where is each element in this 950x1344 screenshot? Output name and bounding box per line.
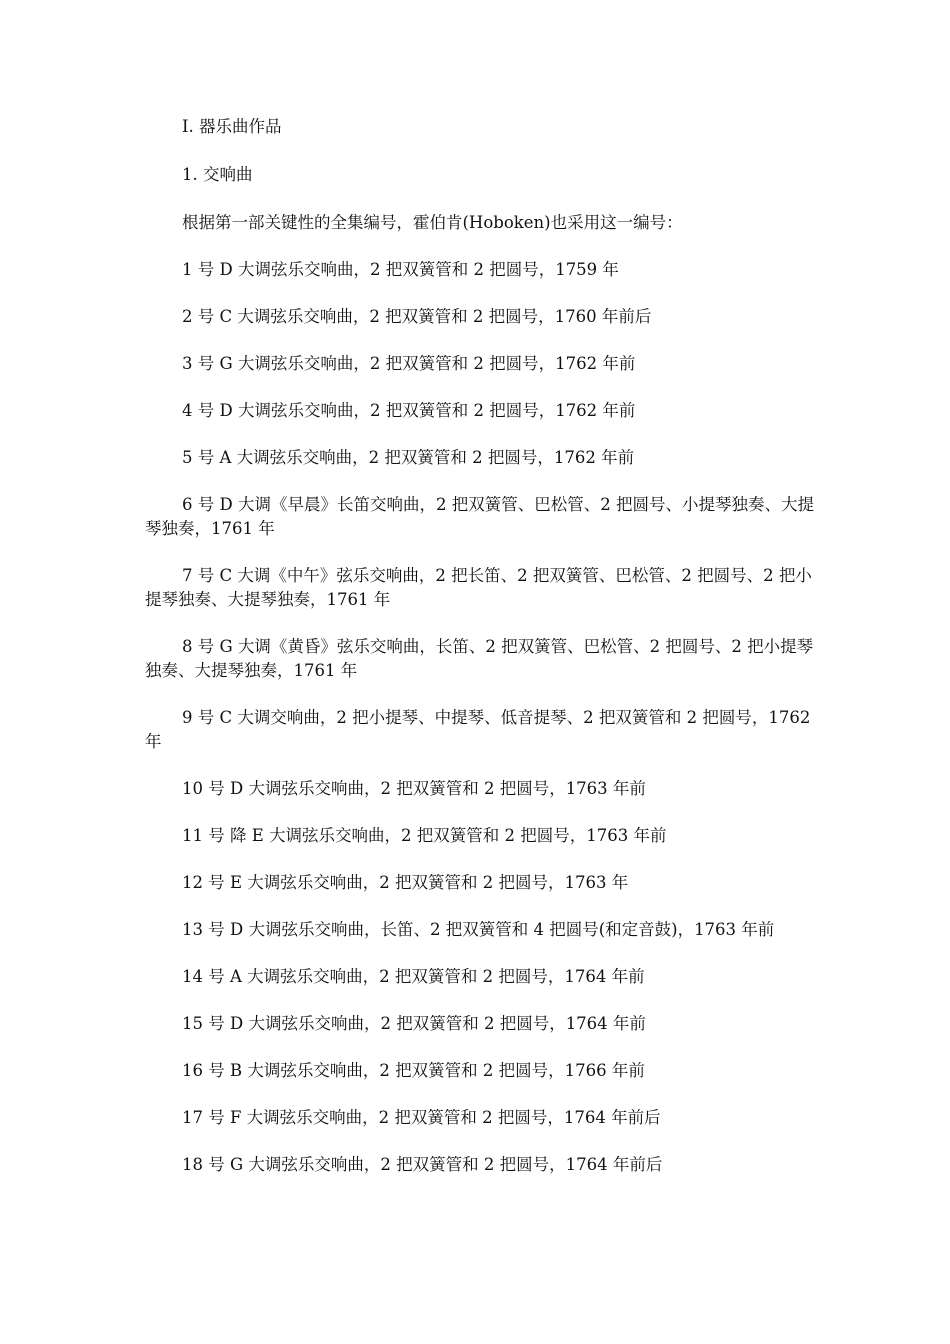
symphony-entry-12: 12 号 E 大调弦乐交响曲，2 把双簧管和 2 把圆号，1763 年	[182, 873, 629, 892]
symphony-entry-6: 6 号 D 大调《早晨》长笛交响曲，2 把双簧管、巴松管、2 把圆号、小提琴独奏、大提琴独奏，1761 年	[145, 495, 814, 538]
symphony-entry-14: 14 号 A 大调弦乐交响曲，2 把双簧管和 2 把圆号，1764 年前	[182, 967, 645, 986]
symphony-entry-11: 11 号 降 E 大调弦乐交响曲，2 把双簧管和 2 把圆号，1763 年前	[182, 826, 667, 845]
document-body	[145, 115, 815, 1200]
symphony-entry-1: 1 号 D 大调弦乐交响曲，2 把双簧管和 2 把圆号，1759 年	[182, 260, 619, 279]
symphony-entry-3: 3 号 G 大调弦乐交响曲，2 把双簧管和 2 把圆号，1762 年前	[182, 354, 636, 373]
symphony-entry-17: 17 号 F 大调弦乐交响曲，2 把双簧管和 2 把圆号，1764 年前后	[182, 1108, 661, 1127]
symphony-entry-2: 2 号 C 大调弦乐交响曲，2 把双簧管和 2 把圆号，1760 年前后	[182, 307, 652, 326]
symphony-entry-18: 18 号 G 大调弦乐交响曲，2 把双簧管和 2 把圆号，1764 年前后	[182, 1155, 663, 1174]
symphony-entry-16: 16 号 B 大调弦乐交响曲，2 把双簧管和 2 把圆号，1766 年前	[182, 1061, 645, 1080]
symphony-entry-5: 5 号 A 大调弦乐交响曲，2 把双簧管和 2 把圆号，1762 年前	[182, 448, 635, 467]
symphony-entry-9: 9 号 C 大调交响曲，2 把小提琴、中提琴、低音提琴、2 把双簧管和 2 把圆号，1762 年	[145, 708, 811, 751]
symphony-entry-10: 10 号 D 大调弦乐交响曲，2 把双簧管和 2 把圆号，1763 年前	[182, 779, 646, 798]
symphony-entry-7: 7 号 C 大调《中午》弦乐交响曲，2 把长笛、2 把双簧管、巴松管、2 把圆号、2 把小提琴独奏、大提琴独奏，1761 年	[145, 566, 812, 609]
section-heading: I. 器乐曲作品	[182, 117, 282, 136]
intro-paragraph: 根据第一部关键性的全集编号，霍伯肯(Hoboken)也采用这一编号：	[182, 213, 683, 232]
subsection-heading: 1. 交响曲	[182, 165, 253, 184]
symphony-entry-8: 8 号 G 大调《黄昏》弦乐交响曲，长笛、2 把双簧管、巴松管、2 把圆号、2 把小提琴独奏、大提琴独奏，1761 年	[145, 637, 814, 680]
symphony-entry-15: 15 号 D 大调弦乐交响曲，2 把双簧管和 2 把圆号，1764 年前	[182, 1014, 646, 1033]
symphony-entry-4: 4 号 D 大调弦乐交响曲，2 把双簧管和 2 把圆号，1762 年前	[182, 401, 636, 420]
symphony-entry-13: 13 号 D 大调弦乐交响曲，长笛、2 把双簧管和 4 把圆号(和定音鼓)，1763 年前	[182, 920, 775, 939]
